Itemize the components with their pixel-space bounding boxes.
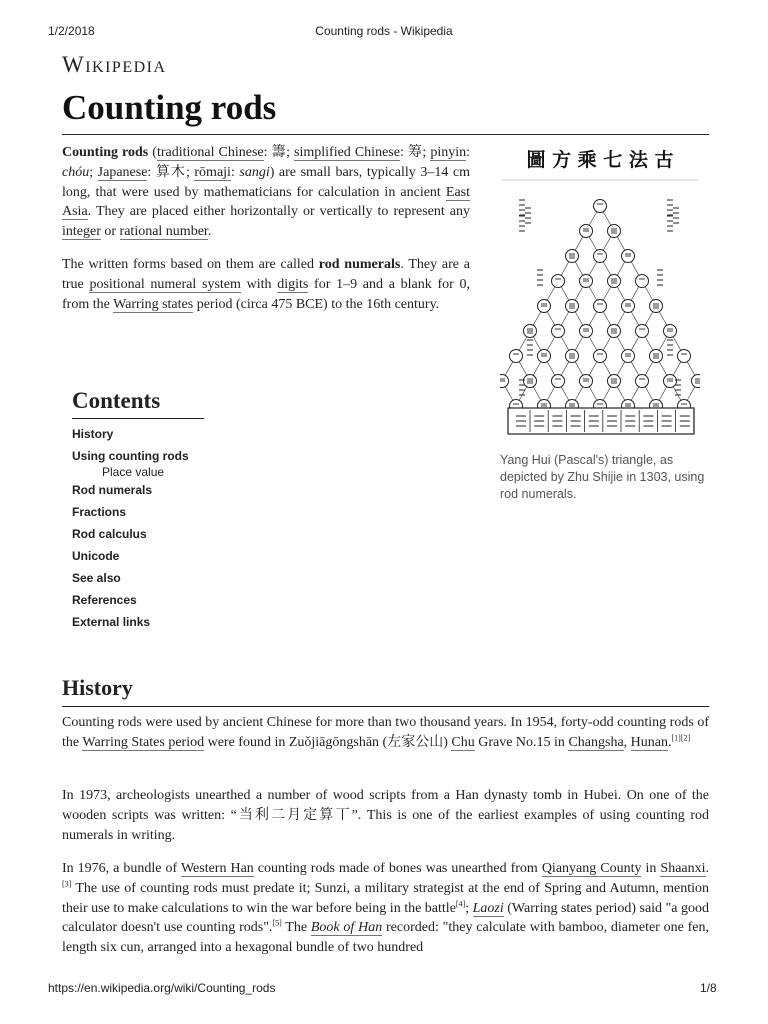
citation-4[interactable]: [4] bbox=[455, 898, 466, 908]
link-digits[interactable]: digits bbox=[277, 276, 309, 292]
history-heading: History bbox=[62, 675, 133, 700]
bold-term: Counting rods bbox=[62, 145, 149, 160]
triangle-cell bbox=[594, 350, 607, 363]
triangle-cell bbox=[510, 350, 523, 363]
bold-term: rod numerals bbox=[318, 257, 401, 272]
link-japanese[interactable]: Japanese bbox=[97, 164, 148, 180]
link-integer[interactable]: integer bbox=[62, 224, 101, 240]
table-of-contents bbox=[72, 425, 189, 635]
wikipedia-logo[interactable]: Wikipedia bbox=[62, 52, 167, 77]
triangle-cell bbox=[552, 375, 565, 388]
print-date: 1/2/2018 bbox=[48, 24, 95, 38]
figure-header-glyphs: 圖 方 乘 七 法 古 bbox=[526, 149, 674, 171]
toc-item-external-links[interactable]: External links bbox=[72, 615, 151, 629]
history-paragraph-1: Counting rods were used by ancient Chinese for more than two thousand years. In 1954, forty-odd counting rods of the Warring States period were found in Zuǒjiāgōngshān (左家公山) Chu Grave No.15 in Changsha, Hunan.[1][2] bbox=[62, 715, 709, 750]
link-western-han[interactable]: Western Han bbox=[180, 861, 254, 876]
toc-item-references[interactable]: References bbox=[72, 593, 137, 607]
link-warring-states-period[interactable]: Warring States period bbox=[82, 734, 205, 750]
figure-caption: Yang Hui (Pascal's) triangle, as depicted by Zhu Shijie in 1303, using rod numerals. bbox=[500, 453, 705, 501]
toc-item-unicode[interactable]: Unicode bbox=[72, 549, 120, 563]
contents-heading: Contents bbox=[72, 388, 161, 413]
triangle-cell bbox=[552, 325, 565, 338]
citation-5[interactable]: [5] bbox=[272, 918, 282, 928]
toc-item-place-value[interactable]: Place value bbox=[102, 465, 165, 479]
print-url: https://en.wikipedia.org/wiki/Counting_rods bbox=[48, 981, 276, 995]
toc-item-see-also[interactable]: See also bbox=[72, 571, 121, 585]
triangle-cell bbox=[594, 200, 607, 213]
link-laozi[interactable]: Laozi bbox=[472, 900, 504, 916]
triangle-cell bbox=[594, 300, 607, 313]
lead-paragraph-1: Counting rods (traditional Chinese: 籌; simplified Chinese: 筹; pinyin: chóu; Japanese: 算木; rōmaji: sangi) are small bars, typically 3–14 cm long, that were used by mathematicians for calculation in ancient East Asia. They are placed either horizontally or vertically to represent any integer or rational number. bbox=[62, 145, 471, 240]
toc-item-fractions[interactable]: Fractions bbox=[72, 505, 127, 519]
toc-item-rod-calculus[interactable]: Rod calculus bbox=[72, 527, 147, 541]
citation-1-2[interactable]: [1][2] bbox=[671, 733, 691, 743]
link-hunan[interactable]: Hunan bbox=[630, 734, 668, 750]
history-divider bbox=[62, 706, 709, 707]
print-page-title: Counting rods - Wikipedia bbox=[315, 24, 453, 38]
toc-item-rod-numerals[interactable]: Rod numerals bbox=[72, 483, 153, 497]
link-warring-states[interactable]: Warring states bbox=[113, 296, 194, 312]
link-positional-numeral-system[interactable]: positional numeral system bbox=[89, 276, 241, 292]
link-shaanxi[interactable]: Shaanxi bbox=[660, 861, 706, 876]
toc-item-using-counting-rods[interactable]: Using counting rods bbox=[72, 449, 189, 463]
toc-item-history[interactable]: History bbox=[72, 427, 114, 441]
yang-hui-triangle-image bbox=[500, 140, 700, 445]
triangle-cell bbox=[636, 325, 649, 338]
link-east-asia[interactable]: East Asia bbox=[62, 184, 470, 220]
lead-paragraph-2: The written forms based on them are called rod numerals. They are a true positional numeral system with digits for 1–9 and a blank for 0, from the Warring states period (circa 475 BCE) to the 16th century. bbox=[62, 257, 471, 312]
link-rational-number[interactable]: rational number bbox=[119, 224, 208, 240]
triangle-cell bbox=[594, 250, 607, 263]
page-title: Counting rods bbox=[62, 88, 277, 127]
print-page-number: 1/8 bbox=[700, 981, 717, 995]
title-divider bbox=[62, 134, 709, 135]
link-changsha[interactable]: Changsha bbox=[568, 734, 624, 750]
history-paragraph-2: In 1973, archeologists unearthed a number of wood scripts from a Han dynasty tomb in Hubei. On one of the wooden scripts was written: “当利二月定算丅”. This is one of the earliest examples of using counting rod numerals in writing. bbox=[62, 788, 709, 843]
triangle-cell bbox=[636, 375, 649, 388]
link-pinyin[interactable]: pinyin bbox=[430, 145, 467, 160]
citation-3[interactable]: [3] bbox=[62, 879, 72, 889]
contents-divider bbox=[72, 418, 204, 419]
history-paragraph-3: In 1976, a bundle of Western Han counting rods made of bones was unearthed from Qianyang County in Shaanxi.[3] The use of counting rods must predate it; Sunzi, a military strategist at the end of Spring and Autumn, mention their use to make calculations to win the war before being in the battle[4]; Laozi (Warring states period) said "a good calculator doesn't use counting rods".[5] The Book of Han recorded: "they calculate with bamboo, diameter one fen, length six cun, arranged into a hexagonal bundle of two hundred bbox=[62, 861, 710, 956]
link-chu[interactable]: Chu bbox=[451, 734, 475, 750]
triangle-cell bbox=[678, 350, 691, 363]
link-qianyang-county[interactable]: Qianyang County bbox=[541, 861, 642, 876]
triangle-cell bbox=[636, 275, 649, 288]
link-traditional-chinese[interactable]: traditional Chinese bbox=[156, 145, 264, 160]
link-simplified-chinese[interactable]: simplified Chinese bbox=[294, 145, 400, 160]
triangle-cell bbox=[552, 275, 565, 288]
link-romaji[interactable]: rōmaji bbox=[194, 164, 231, 180]
link-book-of-han[interactable]: Book of Han bbox=[310, 920, 383, 936]
